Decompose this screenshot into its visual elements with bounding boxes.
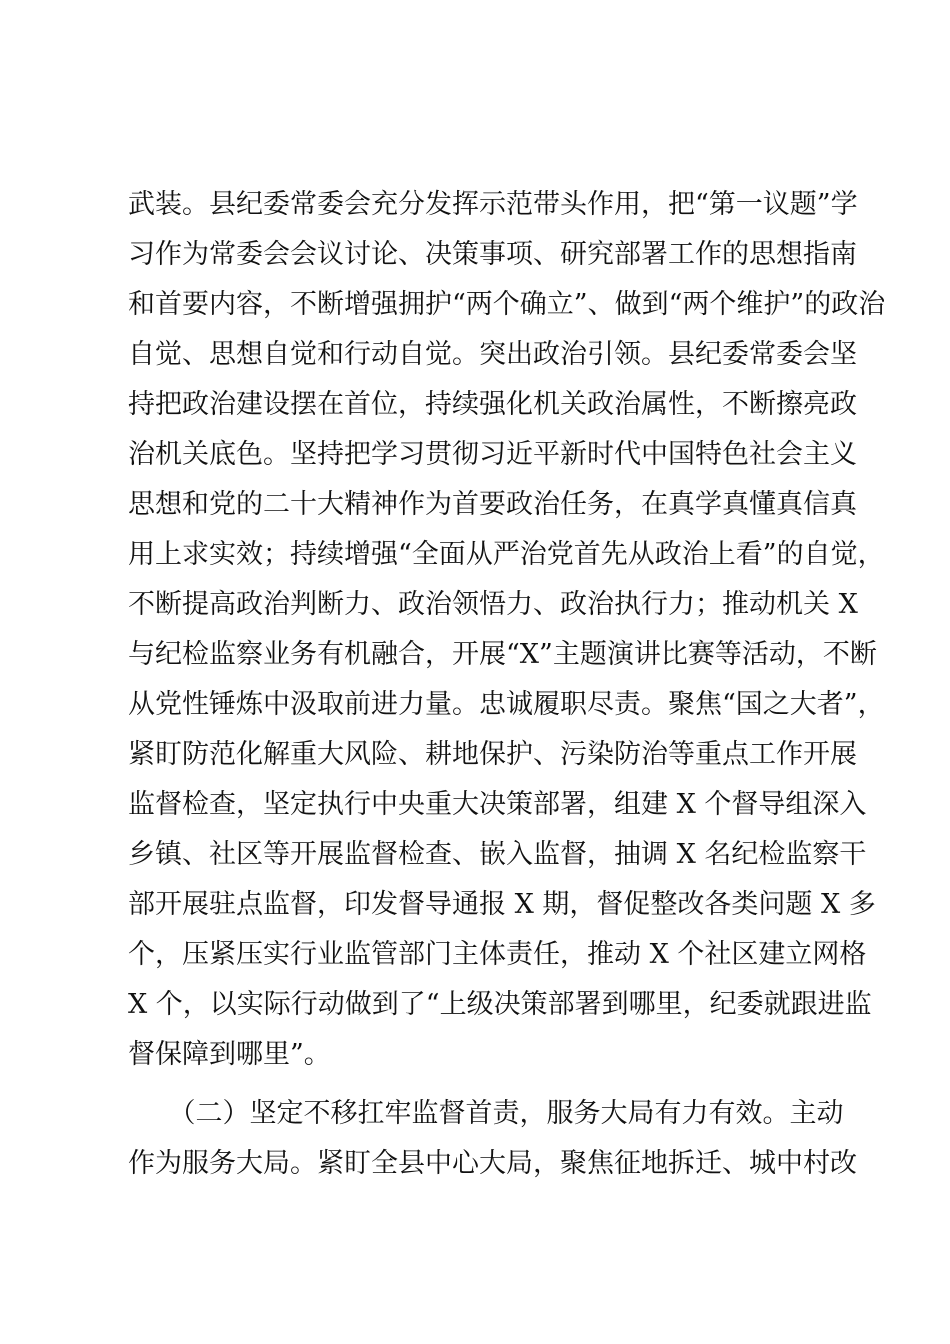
text-line: 习作为常委会会议讨论、决策事项、研究部署工作的思想指南 xyxy=(128,239,857,270)
text-line: 不断提高政治判断力、政治领悟力、政治执行力；推动机关 X xyxy=(128,589,858,620)
text-line: 个，压紧压实行业监管部门主体责任，推动 X 个社区建立网格 xyxy=(128,939,867,970)
text-line: 与纪检监察业务有机融合，开展“X”主题演讲比赛等活动，不断 xyxy=(128,639,877,670)
text-line: 从党性锤炼中汲取前进力量。忠诚履职尽责。聚焦“国之大者”， xyxy=(128,689,885,720)
text-line: 武装。县纪委常委会充分发挥示范带头作用，把“第一议题”学 xyxy=(128,189,858,220)
text-line: 作为服务大局。紧盯全县中心大局，聚焦征地拆迁、城中村改 xyxy=(128,1148,857,1179)
text-line: X 个，以实际行动做到了“上级决策部署到哪里，纪委就跟进监 xyxy=(128,989,872,1020)
text-line: 部开展驻点监督，印发督导通报 X 期，督促整改各类问题 X 多 xyxy=(128,889,876,920)
body-text xyxy=(128,185,886,1194)
text-line: 用上求实效；持续增强“全面从严治党首先从政治上看”的自觉， xyxy=(128,539,885,570)
text-line: 持把政治建设摆在首位，持续强化机关政治属性，不断擦亮政 xyxy=(128,389,857,420)
text-line: 思想和党的二十大精神作为首要政治任务，在真学真懂真信真 xyxy=(128,489,857,520)
text-line: 紧盯防范化解重大风险、耕地保护、污染防治等重点工作开展 xyxy=(128,739,857,770)
section-heading-line: （二）坚定不移扛牢监督首责，服务大局有力有效。主动 xyxy=(128,1098,844,1129)
text-line: 自觉、思想自觉和行动自觉。突出政治引领。县纪委常委会坚 xyxy=(128,339,857,370)
text-line: 治机关底色。坚持把学习贯彻习近平新时代中国特色社会主义 xyxy=(128,439,857,470)
text-line: 监督检查，坚定执行中央重大决策部署，组建 X 个督导组深入 xyxy=(128,789,867,820)
text-line: 和首要内容，不断增强拥护“两个确立”、做到“两个维护”的政治 xyxy=(128,289,886,320)
text-line: 乡镇、社区等开展监督检查、嵌入监督，抽调 X 名纪检监察干 xyxy=(128,839,867,870)
text-line: 督保障到哪里”。 xyxy=(128,1039,331,1070)
